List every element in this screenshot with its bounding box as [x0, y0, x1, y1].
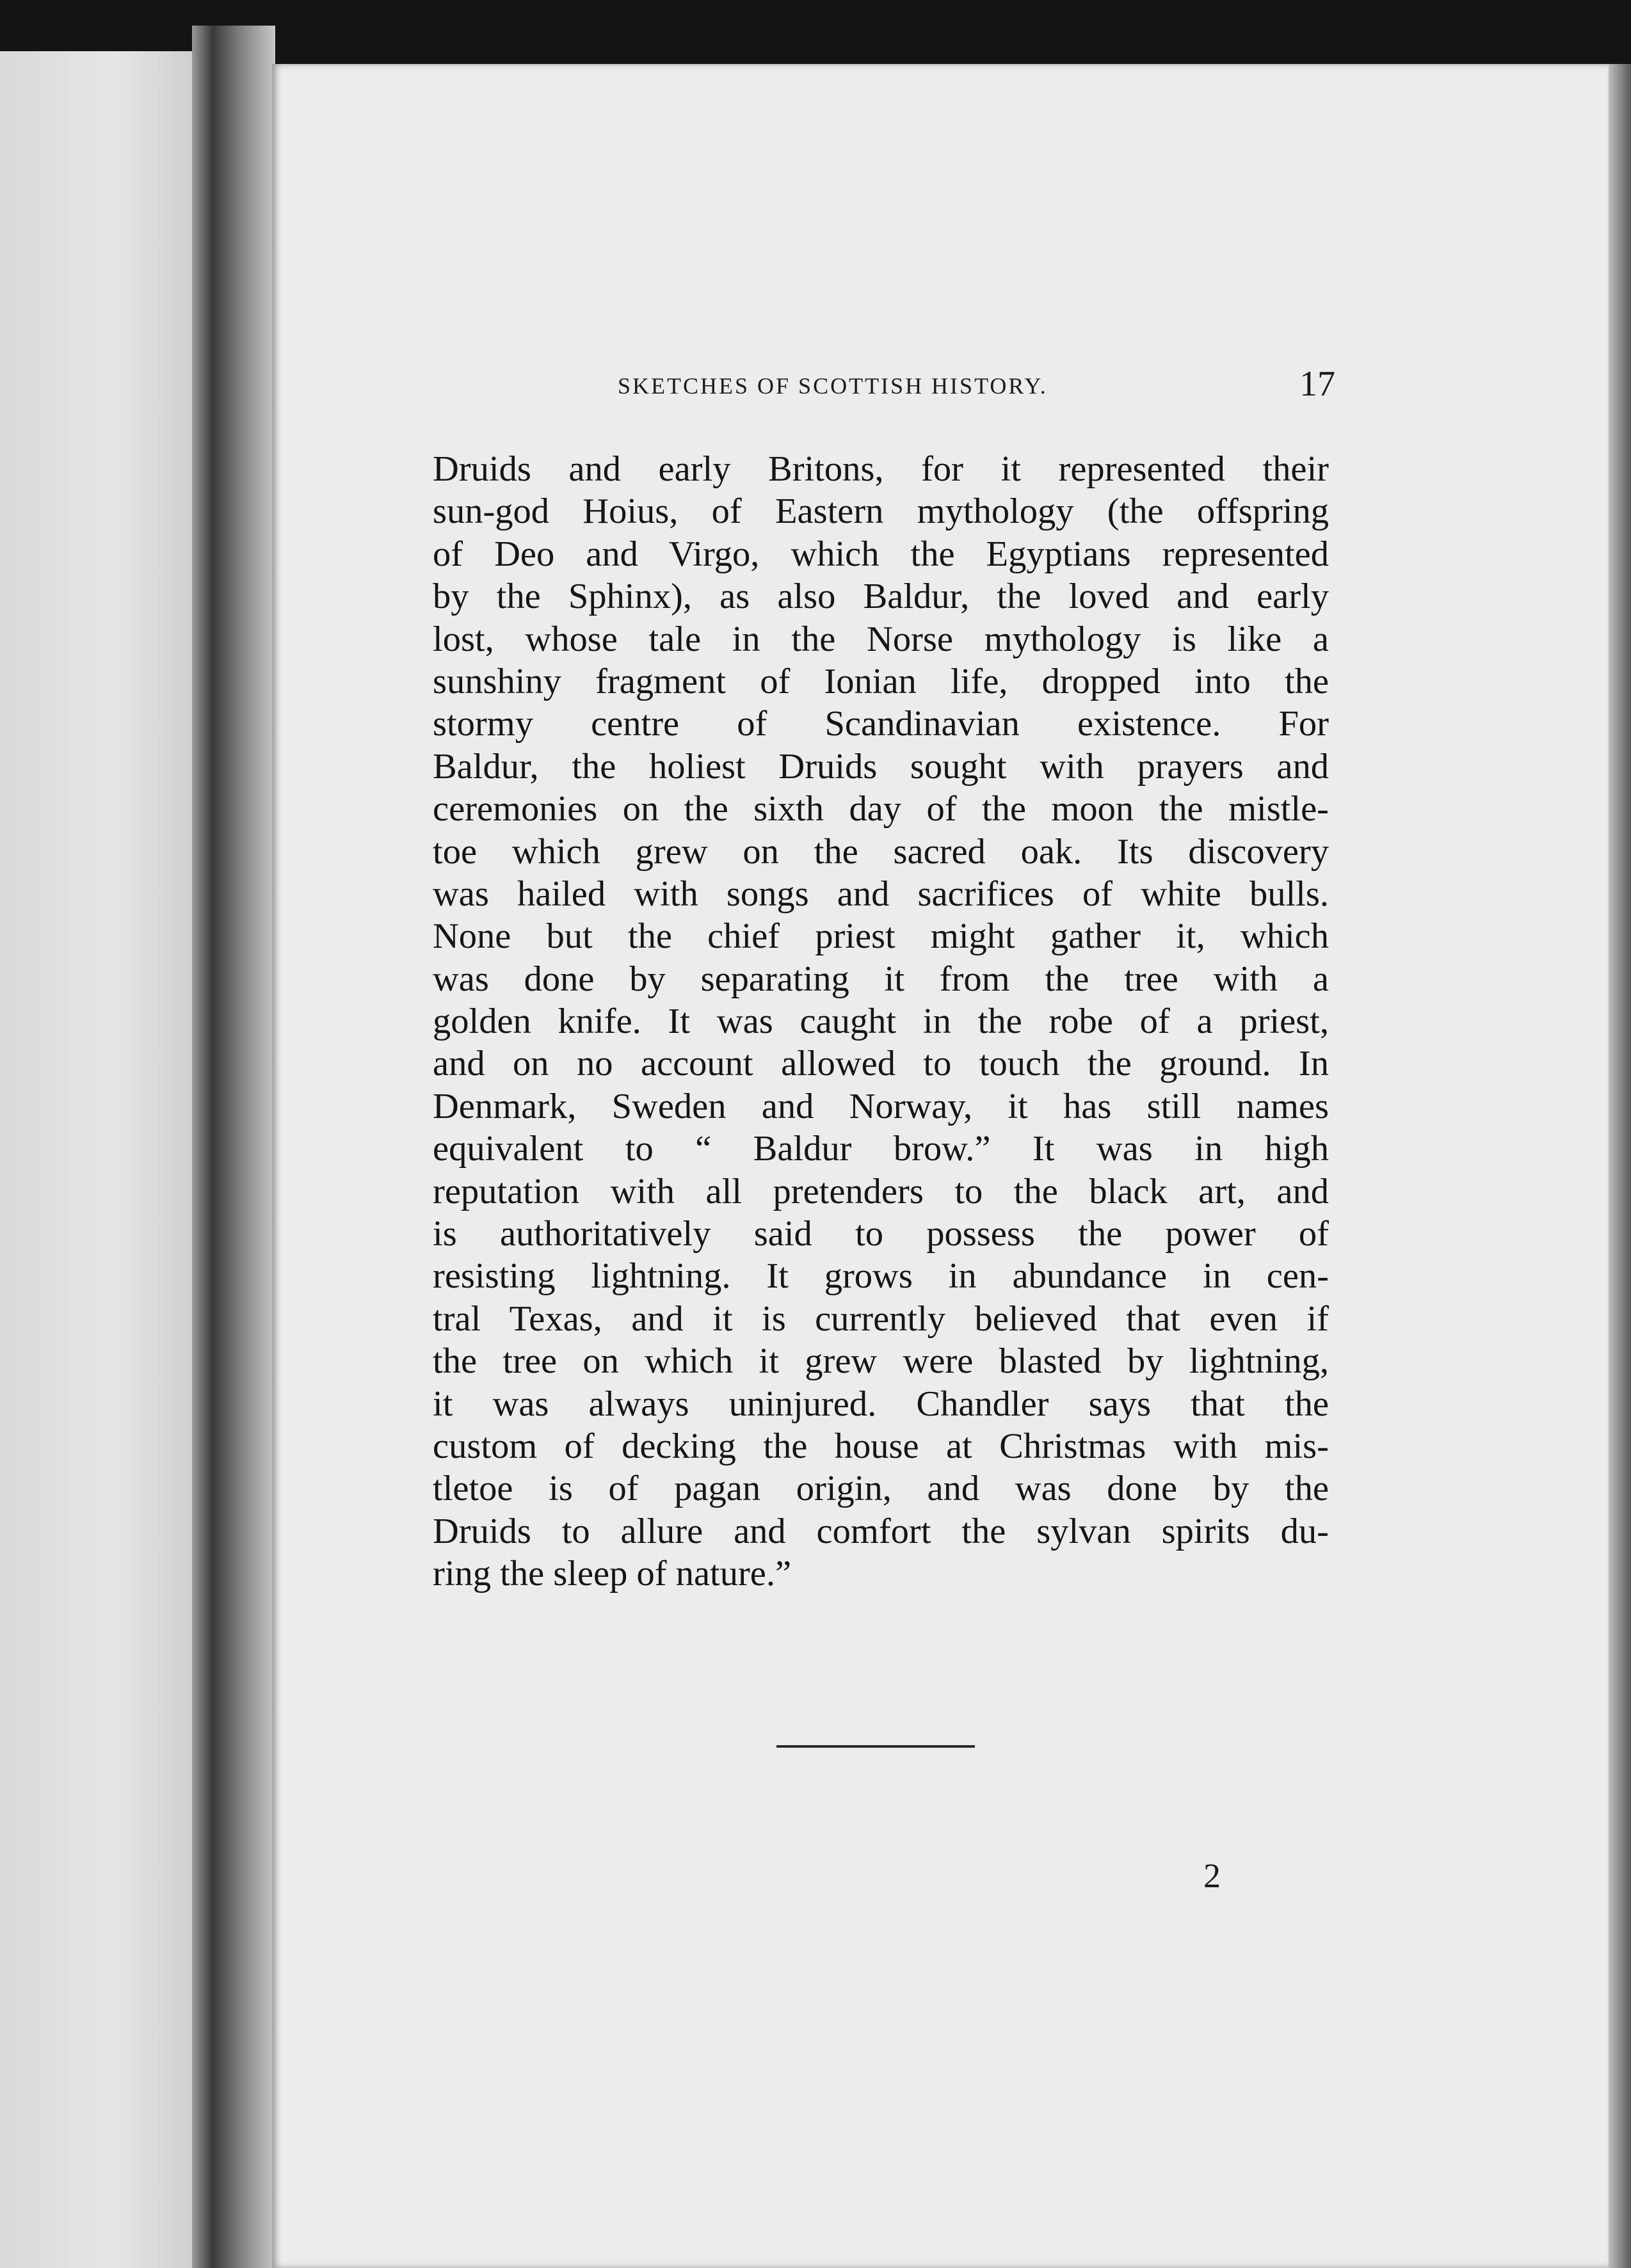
text-line: it was always uninjured. Chandler says that the — [433, 1384, 1329, 1424]
text-line: and on no account allowed to touch the ground. In — [433, 1044, 1329, 1084]
text-line: Baldur, the holiest Druids sought with prayers and — [433, 746, 1329, 787]
text-line: ring the sleep of nature.” — [433, 1554, 792, 1594]
body-text — [433, 448, 1329, 1595]
text-line: sun-god Hoius, of Eastern mythology (the offspring — [433, 491, 1329, 532]
text-line: Druids to allure and comfort the sylvan spirits du- — [433, 1511, 1329, 1551]
text-line: was done by separating it from the tree with a — [433, 959, 1329, 999]
page-edge-shadow — [1609, 64, 1631, 2268]
text-line: Druids and early Britons, for it represented their — [433, 449, 1329, 489]
text-line: resisting lightning. It grows in abundance in cen- — [433, 1256, 1329, 1297]
page-number: 17 — [1299, 364, 1335, 404]
text-line: tletoe is of pagan origin, and was done by the — [433, 1469, 1329, 1509]
text-line: tral Texas, and it is currently believed that even if — [433, 1298, 1329, 1339]
book-spine — [192, 26, 275, 2268]
running-head: SKETCHES OF SCOTTISH HISTORY. — [618, 373, 1048, 399]
text-line: lost, whose tale in the Norse mythology is like a — [433, 619, 1329, 659]
text-line: sunshiny fragment of Ionian life, dropped into the — [433, 661, 1329, 701]
text-line: of Deo and Virgo, which the Egyptians represented — [433, 534, 1329, 574]
text-line: is authoritatively said to possess the power of — [433, 1214, 1329, 1254]
text-line: None but the chief priest might gather it, which — [433, 916, 1329, 957]
text-line: ceremonies on the sixth day of the moon the mistle- — [433, 789, 1329, 829]
text-line: custom of decking the house at Christmas with mis- — [433, 1426, 1329, 1466]
section-rule — [776, 1745, 975, 1748]
text-line: equivalent to “ Baldur brow.” It was in high — [433, 1129, 1329, 1169]
facing-page-edge — [0, 51, 192, 2268]
signature-mark: 2 — [1203, 1857, 1221, 1895]
text-line: Denmark, Sweden and Norway, it has still names — [433, 1086, 1329, 1126]
text-line: reputation with all pretenders to the black art, and — [433, 1171, 1329, 1211]
text-line: golden knife. It was caught in the robe of a priest, — [433, 1002, 1329, 1042]
text-line: was hailed with songs and sacrifices of white bulls. — [433, 874, 1329, 914]
text-line: toe which grew on the sacred oak. Its discovery — [433, 831, 1329, 872]
text-line: by the Sphinx), as also Baldur, the loved and early — [433, 577, 1329, 617]
text-line: the tree on which it grew were blasted by lightning, — [433, 1341, 1329, 1382]
text-line: stormy centre of Scandinavian existence. For — [433, 704, 1329, 744]
